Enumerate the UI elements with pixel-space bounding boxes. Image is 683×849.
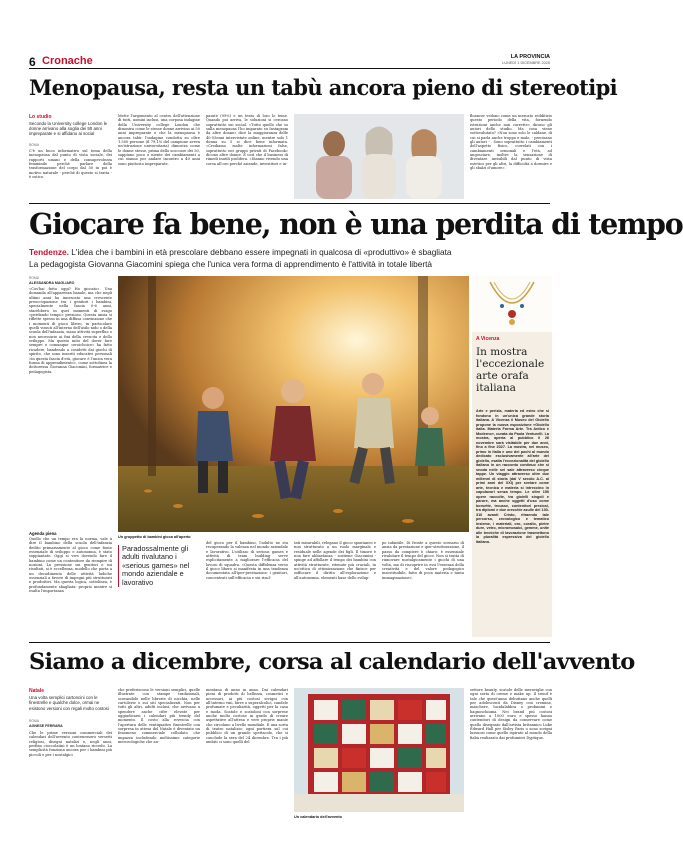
article1-col3: parate (99%) e un terzo di loro lo teme. Quando poi arriva, le soluzioni si cercano soprattutto sui social. «Tutto quello che so sulla menopausa l'ho imparato su Instagram da altre donne» dice la maggioranza delle 40-55enni intervistate online, mentre solo 1 donna su 5 si dice bene informata. «Crediamo molte informazioni false, soprattutto nei gruppi privati di Facebook» dicono altre donne. È così che il business di rimedi inutili prolifera. «Stanno vivendo una corsa all'oro perché aziende, investitori e in- (206, 114, 288, 166)
article1-headline: Menopausa, resta un tabù ancora pieno di stereotipi (29, 75, 618, 100)
article2-kicker: Tendenze. (29, 247, 69, 257)
article1-byline: ROMA (29, 143, 39, 147)
menopause-photo (294, 114, 464, 199)
article1-kicker: Lo studio (29, 114, 52, 120)
article2-col1b: Quello che un tempo era la norma, vale a dire il bambino della scuola dell'infanzia dedito primariamente al gioco come fonte essenziale di sviluppo e autonomia, è stato soppiantato. Oggi si vive dovendo fare il bambino come un contenitore da riempire di nozioni. La pressione sui genitori e sui risultati, si è eccellenza, modello che porta a un decadimento delle attività ludiche essenziali a favore di impegni più strutturati e produttivi. Ma questa logica, sottolinea, è profondamente sbagliata: proprio mentre si esalta l'importanza (29, 537, 112, 594)
article1-bottom-rule (29, 203, 550, 204)
article2-col3: tati misurabili, relegano il gioco spontaneo e non strutturato a un ruolo marginale e residuale nelle agende dei figli. Il timore è non fare abbastanza - sostiene Giacomini - spinge ad affollare il tempo dei bambini con attività strutturate, ritenute più cruciali, in un'ottica di ottimizzazione che finisce per soffocare il diritto all'esplorazione e all'autonomia, elementi base dello svilup- (294, 541, 376, 580)
sidebar-text: Arte e perizia, materia ed estro che si fondono in un'unica grande storia italiana. A Vicenza il Museo del Gioiello propone la nuova esposizione «Gioiello italia. Materia Forma Arte. Tra Antico e Moderno», curata da Paola Venturelli. La mostra, aperta al pubblico il 26 novembre sarà visitabile per due anni, fino a fine 2027. La mostra, nel museo, primo in Italia e uno dei pochi al mondo dedicato esclusivamente all'arte del gioiello, esalta l'eccezionalità del gioiello italiano in un racconto continuo che si snoda nelle sei sale attraverso cinque tappe. Un viaggio attraverso oltre due millenni di storia (dal V secolo A.C. ai primi anni del XXI) per svelare come arte, tecnica e materia si intreccino in capolavori senza tempo. Le oltre 150 opere raccolte, tra gioielli singoli e parure, ma anche oggetti d'uso come borsette, trousse, contenitori preziosi, tra diplomi e due orecchie azulle del 130-310 avanti Cristo, ritraendo tale percorso, cronologico e tematico insieme, i materiali, oro, corallo, pietre dure, vetro, micromosaici, gemme, unite alle tecniche di lavorazione trasmettono la pluralità espressiva del gioiello italiano. (476, 409, 549, 544)
article3-col4: settore beauty, scatole delle meraviglie con ogni sorta di creme e make up. Il trend è tale che quest'anno debuttano anche quelli per adolescenti da Disney con cremine, maschere, lucidalabbra o profumini e bagnoschiuma. Nei brand più costosi arrivano a 1000 euro e spesso hanno contenitori di design da conservare come quello disegnato dall'artista britannico Luke Edward Hall per Sisley Paris o sono scrigni lussuosi come quello ispirato al mondo della fiaba realizzato dai profumieri Dyptique. (470, 688, 552, 740)
article3-col2: che preferiscono le versioni semplici, quelle illustrate con stampe tradizionali, scovandole nelle librerie di nicchia, nelle cartolerie o sui siti specializzati. Non per tutti gli altri, adulti inclusi, che arrivano a spendere anche cifre elevate per aggiudicarsi i calendari più trendy del momento. Il costo alla rovescia con l'apertura delle ventiquattro finestrelle con sorpresa in attesa del Natale è diventato un fenomeno commerciale colludato che impazza includendo moltissime categorie merceologiche che au- (118, 688, 200, 745)
advent-calendar-photo (294, 688, 464, 812)
children-illustration (118, 276, 469, 532)
masthead: LA PROVINCIA (510, 54, 550, 60)
article2-col2: del gioco per il bambino, l'adulto ne sta recuperando la valenza nel mondo aziendale e lavorativo. L'utilizzo di serious games e attività di team building serve esplicitamente a migliorare l'efficacia del lavoro di squadra. «Questa diffidenza verso il gioco libero si manifesta in una tendenza documentata all'iper-prestazione: i genitori, concentrati sull'efficacia e sui risul- (206, 541, 288, 580)
pullquote-text: Paradossalmente gli adulti rivalutano i «serious games» nel mondo aziendale e lavorativo (118, 545, 200, 587)
article3-byline-author: AGNESE FERRARA (29, 724, 63, 728)
article1-col4: fluencer vedono come un mercato redditizio questo periodo della vita, fornendo istruzioni anche non corrette» dicono gli autori dello studio. Ma cosa viene sottovalutato? «Non sono solo le caldane, di cui si parla anche troppo e male, - precisano gli autori - . Sono soprattutto i cambiamenti dell'aspetto fisico, correlati con i cambiamenti ormonali e l'età, ad angosciare, inoltre la sensazione di diventare invisibili dal punto di vista estetico per gli altri, la difficoltà a dormire e gli sbalzi d'umore». (470, 114, 552, 171)
article3-photo-caption: Un calendario dell'avvento (294, 815, 342, 819)
header-date: LUNEDÌ 1 DICEMBRE 2025 (502, 61, 550, 65)
article3-col3: mentano di anno in anno. Dai calendari pieni di prodotti di bellezza, cosmetici e accessori, ai più costosi scrigni con all'interno vini, birre o superalcolici, candele profumate e peculiarità, oggetti per la casa e moda. Scatole e scatoloni con sorprese anche molto costose in grado di creare aspettative all'attesa e vere proprie manie che circolano a livello mondiale. E una sorta di teatro natalizio: ogni portiera sul cui pubblico di un grande spettacolo, che si conclude la sera del 24 dicembre. Tra i più ambiti ci sono quelli del (206, 688, 288, 745)
article2-pullquote (118, 545, 200, 587)
article2-byline-place: ROMA (29, 276, 39, 280)
article2-deck-line2: La pedagogista Giovanna Giacomini spiega che l'unica vera forma di apprendimento è l'attività in totale libertà (29, 259, 433, 269)
article3-byline-place: ROMA (29, 719, 39, 723)
article1-col1: C'è un buco informativo sul tema della menopausa dal punto di vista sociale, dei rapporti umani e della consapevolezza femminile perché parlare della trasformazione del corpo dal 50 in poi è motivo naturale - perché di questo si tratta - è ostico. (29, 149, 112, 180)
article2-col1: «Cos'hai fatto oggi? Ho giocato». Una domanda all'apparenza banale, ma che negli ultimi anni ha innescato una crescente preoccupazione tra i genitori i bambini, specialmente nella fascia 0-6 anni, starebbero in quei momenti di svago «perdendo tempo» prezioso. Questa ansia si riflette spesso in una diffusa convinzione che i momenti di gioco libero, in particolare quelli vissuti all'interno dell'asilo nido o della scuola dell'infanzia, siano attività superflue o non necessarie ai fini della crescita e dello sviluppo. Ma questo mito del dover fare sempre e comunque «eroichoice» ha fatto ricadere, bandendo a cosidetti dai giochi di spirito, che sono inseriti educativi personali «in questa fascia d'età, giocare è l'unica vera forma di apprendimento», come sottolinea la dottoressa Giovanna Giacomini, formatrice e pedagogista. (29, 287, 112, 374)
advent-calendar-illustration (294, 688, 464, 812)
sidebar-headline: In mostra l'eccezionale arte orafa italiana (476, 346, 545, 394)
article2-col4: po infantile. Di fronte a questo scenario di ansia da prestazione e iper-strutturazione, il passo da compiere è chiaro: è essenziale rivalutare il tempo del gioco. Non si tratta di rinnovare nostalgicamente i giochi di una volta, ma di riscoprire in essi l'essenza della creatività e del valore pedagogico insostituibile, fatto di poca materia e tanta immaginazione». (382, 541, 464, 580)
article2-deck-line1: L'idea che i bambini in età prescolare debbano essere impegnati in qualcosa di «produttivo» è sbagliata (71, 247, 452, 257)
article3-kicker: Natale (29, 688, 45, 694)
article2-deck (29, 246, 554, 270)
article2-headline: Giocare fa bene, non è una perdita di tempo (29, 207, 683, 241)
children-playing-photo (118, 276, 469, 532)
article3-headline: Siamo a dicembre, corsa al calendario dell'avvento (29, 649, 635, 675)
sidebar-kicker: A Vicenza (476, 336, 500, 342)
article2-photo-caption: Un gruppetto di bambini gioca all'aperto (118, 535, 191, 539)
article1-summary: Secondo la University college London le donne arrivano alla soglia dei 50 anni impreparate e si affidano ai social (29, 120, 108, 137)
necklace-illustration (472, 276, 552, 332)
article2-byline-author: ALESSANDRA MAGLIARO (29, 281, 75, 285)
article3-col1: Che le prime versioni commerciali dei calendari dell'avvento contenessero versetti religiosi, disegni natalizi e, negli anni, perfino cioccolatini è un lontano ricordo. La semplicità funziona ancora per i bambini più piccoli e per i nostalgici (29, 731, 112, 757)
article2-bottom-rule (29, 642, 550, 643)
women-group-illustration (294, 114, 464, 199)
section-label: Cronache (42, 55, 93, 67)
jewel-photo (472, 276, 552, 332)
article2-subhead: Agenda piena (29, 531, 57, 536)
article1-col2: Mette l'argomento al centro dell'attenzione di tutti, uomini inclusi, una corposa indagine della University college London che dimostra come le stesse donne arrivino ai 50 anni impreparate e che la menopausa è ancora tabù: l'indagine condotta su oltre 1.500 persone (il 79,1% del campione aveva un'istruzione universitaria) dimostra come le donne stesse, prima dello scoccare dei 50, sappiano poco o niente dei cambiamenti a cui stanno per andare incontro a 40 anni sono piuttosto impreparate. (118, 114, 200, 166)
page-number: 6 (29, 55, 36, 69)
article3-summary: Una volta semplici cartoncini con le finestrelle e qualche dolce, ormai ne esistono versioni con regali molto costosi (29, 695, 109, 711)
header-rule (29, 68, 550, 69)
